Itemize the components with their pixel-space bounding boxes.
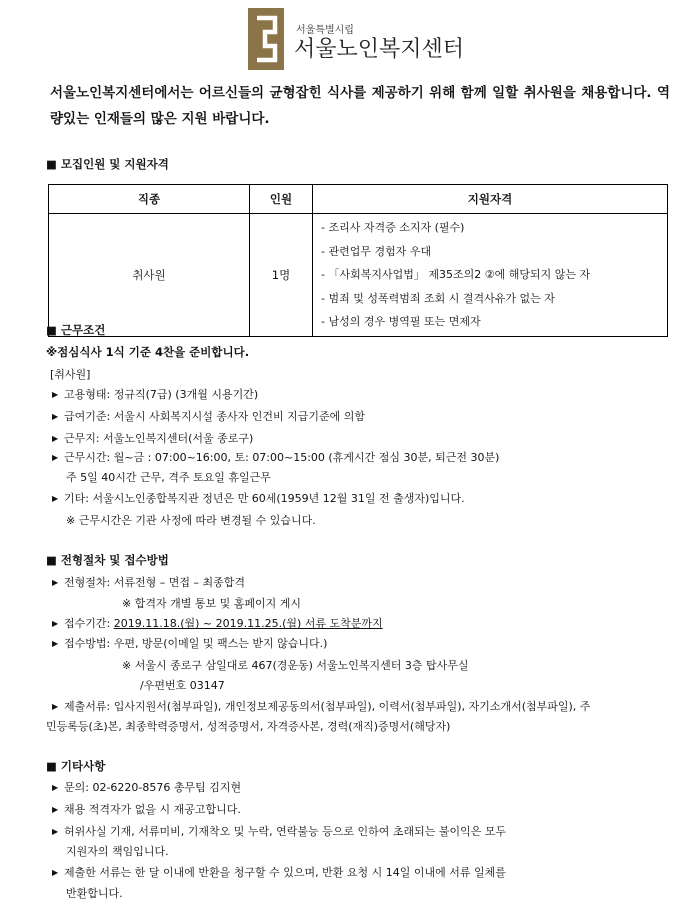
bullet-icon: ▶ — [52, 827, 59, 836]
list-item: ▶ 급여기준: 서울시 사회복지시설 종사자 인건비 지급기준에 의함 — [52, 410, 365, 423]
bullet-icon: ▶ — [52, 390, 59, 399]
work-notice: ※점심식사 1식 기준 4찬을 준비합니다. — [46, 345, 250, 359]
list-item: ▶ 근무지: 서울노인복지센터(서울 종로구) — [52, 432, 254, 445]
list-item: ▶ 접수방법: 우편, 방문(이메일 및 팩스는 받지 않습니다.) — [52, 637, 328, 650]
list-item: ▶ 전형절차: 서류전형 – 면접 – 최종합격 — [52, 576, 245, 589]
list-item: ▶ 문의: 02-6220-8576 총무팀 김지현 — [52, 781, 242, 794]
address: ※ 서울시 종로구 삼일대로 467(경운동) 서울노인복지센터 3층 탑사무실 — [122, 659, 469, 672]
bullet-icon: ▶ — [52, 783, 59, 792]
header-job: 직종 — [49, 185, 250, 214]
recruit-heading: ■ 모집인원 및 지원자격 — [46, 157, 169, 171]
bullet-icon: ▶ — [52, 702, 59, 711]
qualification-item: - 조리사 자격증 소지자 (필수) — [321, 221, 465, 234]
list-item-continued: 지원자의 책임입니다. — [66, 845, 169, 858]
list-item: ▶ 제출서류: 입사지원서(첨부파일), 개인정보제공동의서(첨부파일), 이력서(첨부파일), 자기소개서(첨부파일), 주 — [52, 700, 591, 713]
docs-continued: 민등록등(초)본, 최종학력증명서, 성적증명서, 자격증사본, 경력(재직)증명서(해당자) — [46, 720, 451, 733]
header-count: 인원 — [250, 185, 313, 214]
logo-title: 서울노인복지센터 — [294, 37, 465, 62]
job-cell: 취사원 — [49, 214, 250, 337]
work-subheading: [취사원] — [50, 368, 91, 381]
logo-subtitle: 서울특별시립 — [296, 25, 354, 36]
bullet-icon: ▶ — [52, 868, 59, 877]
list-item: ▶ 접수기간: 2019.11.18.(월) ~ 2019.11.25.(월) 서류 도착분까지 — [52, 617, 383, 630]
table-header-row — [49, 185, 668, 214]
list-item: ▶ 고용형태: 정규직(7급) (3개월 시용기간) — [52, 388, 259, 401]
recruit-table — [48, 184, 668, 337]
etc-heading: ■ 기타사항 — [46, 759, 106, 773]
zip-code: /우편번호 03147 — [140, 679, 225, 692]
qualification-cell — [313, 214, 668, 337]
qualification-item: - 「사회복지사업법」 제35조의2 ②에 해당되지 않는 자 — [321, 268, 591, 281]
process-note: ※ 합격자 개별 통보 및 홈페이지 게시 — [122, 597, 301, 610]
center-logo-icon — [248, 8, 284, 70]
bullet-icon: ▶ — [52, 639, 59, 648]
bullet-icon: ▶ — [52, 412, 59, 421]
list-item: ▶ 근무시간: 월~금 : 07:00~16:00, 토: 07:00~15:00 (휴게시간 점심 30분, 퇴근전 30분) — [52, 451, 500, 464]
bullet-icon: ▶ — [52, 453, 59, 462]
list-item: ▶ 채용 적격자가 없을 시 재공고합니다. — [52, 803, 241, 816]
bullet-icon: ▶ — [52, 805, 59, 814]
bullet-icon: ▶ — [52, 434, 59, 443]
work-heading: ■ 근무조건 — [46, 323, 106, 337]
qualification-item: - 관련업무 경험자 우대 — [321, 244, 432, 258]
intro-paragraph: 서울노인복지센터에서는 어르신들의 균형잡힌 식사를 제공하기 위해 함께 일할 취사원을 채용합니다. 역량있는 인재들의 많은 지원 바랍니다. — [50, 85, 670, 127]
hours-note: 주 5일 40시간 근무, 격주 토요일 휴일근무 — [66, 471, 271, 484]
work-footnote: ※ 근무시간은 기관 사정에 따라 변경될 수 있습니다. — [66, 514, 316, 527]
table-row — [49, 214, 668, 337]
application-period: 2019.11.18.(월) ~ 2019.11.25.(월) 서류 도착분까지 — [113, 617, 383, 630]
list-item: ▶ 제출한 서류는 한 달 이내에 반환을 청구할 수 있으며, 반환 요청 시 14일 이내에 서류 일체를 — [52, 866, 506, 879]
count-cell: 1명 — [250, 214, 313, 337]
qualification-item: - 남성의 경우 병역필 또는 면제자 — [321, 315, 481, 328]
header-qualification: 지원자격 — [313, 185, 668, 214]
list-item: ▶ 기타: 서울시노인종합복지관 정년은 만 60세(1959년 12월 31일 전 출생자)입니다. — [52, 492, 465, 505]
bullet-icon: ▶ — [52, 578, 59, 587]
list-item: ▶ 허위사실 기재, 서류미비, 기재착오 및 누락, 연락불능 등으로 인하여 초래되는 불이익은 모두 — [52, 825, 507, 838]
bullet-icon: ▶ — [52, 494, 59, 503]
list-item-continued: 반환합니다. — [66, 887, 123, 900]
bullet-icon: ▶ — [52, 619, 59, 628]
process-heading: ■ 전형절차 및 접수방법 — [46, 553, 169, 567]
qualification-item: - 범죄 및 성폭력범죄 조회 시 결격사유가 없는 자 — [321, 291, 555, 305]
